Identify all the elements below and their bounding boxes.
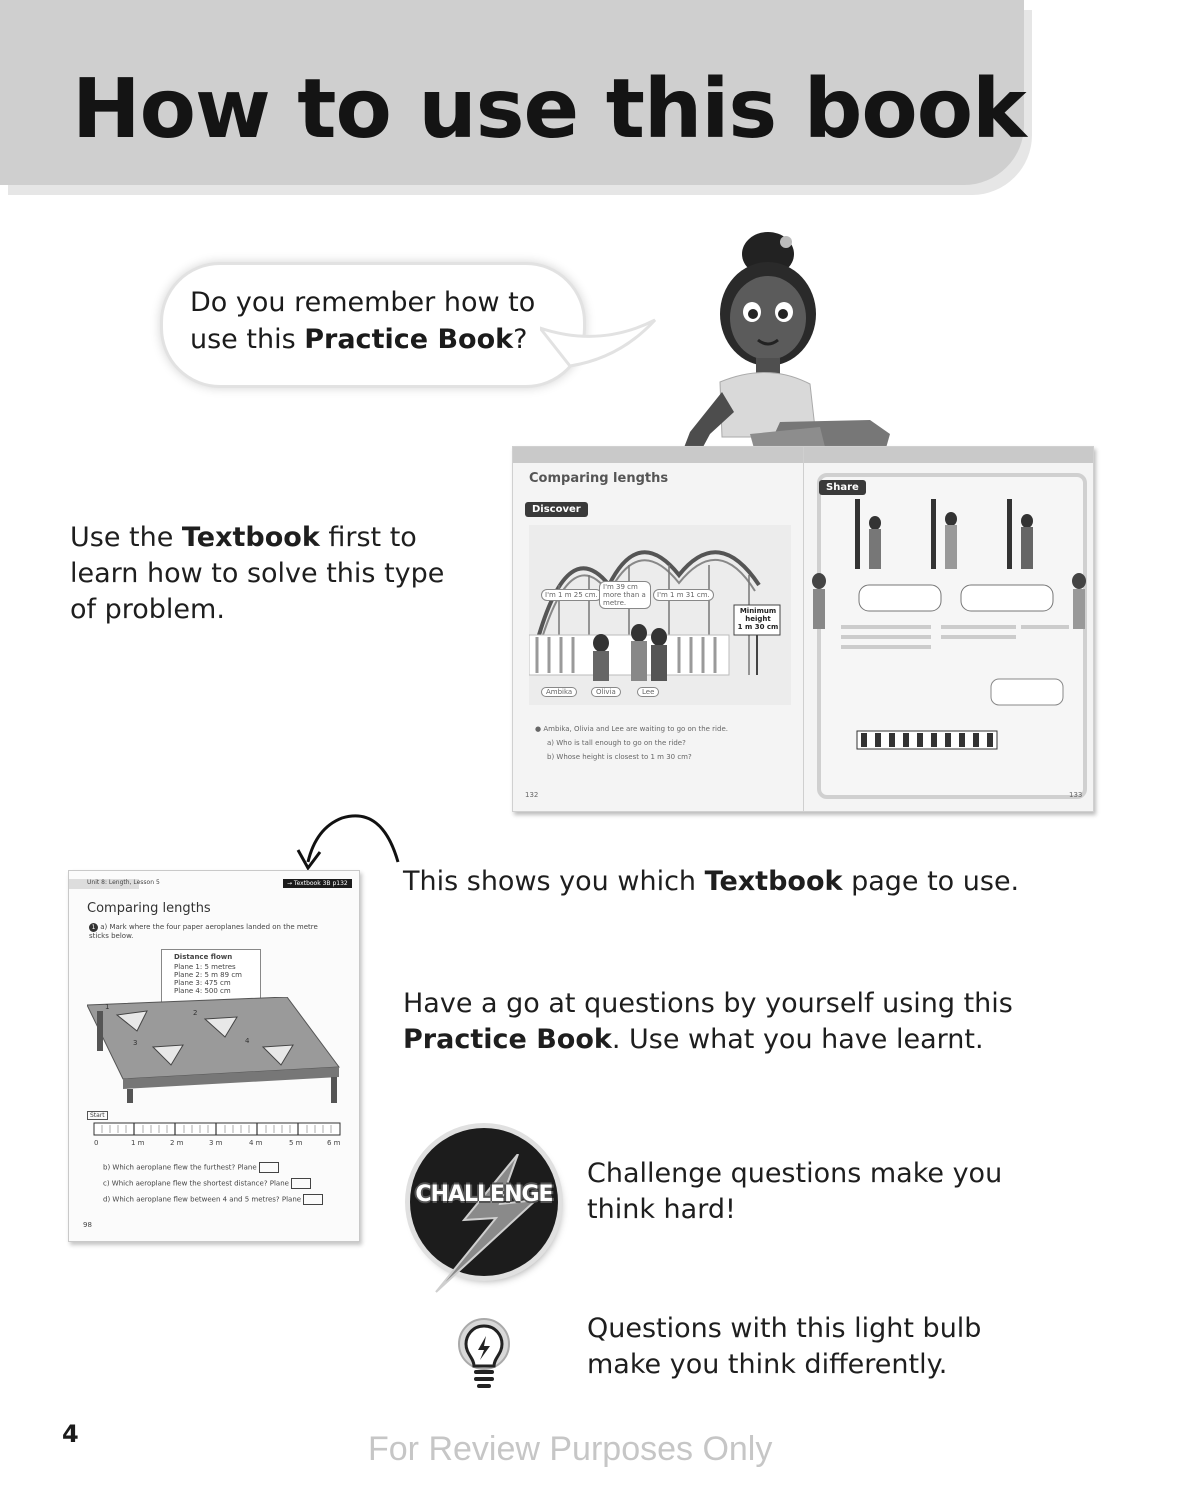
- practice-question-b: b) Which aeroplane flew the furthest? Plane: [103, 1162, 279, 1173]
- bubble-line-2: use this Practice Book?: [190, 324, 528, 355]
- page-title: How to use this book: [72, 62, 1026, 157]
- label-ambika: Ambika: [541, 687, 577, 697]
- speech-ambika: I'm 1 m 25 cm.: [541, 589, 602, 601]
- speech-olivia: I'm 39 cm more than a metre.: [599, 581, 651, 609]
- discover-tag: Discover: [525, 502, 588, 517]
- lightbulb-line-1: Questions with this light bulb: [587, 1313, 982, 1344]
- review-watermark: For Review Purposes Only: [368, 1430, 773, 1468]
- textbook-question-1a: a) Who is tall enough to go on the ride?: [547, 739, 686, 747]
- share-illustration: [831, 495, 1071, 785]
- bubble-text: [190, 284, 570, 358]
- label-lee: Lee: [637, 687, 659, 697]
- textbook-reference-tag: → Textbook 3B p132: [283, 879, 352, 888]
- textbook-ref-text: This shows you which Textbook page to use.: [403, 866, 1020, 897]
- svg-text:1: 1: [105, 1003, 110, 1011]
- ruler-label-2: 2 m: [170, 1139, 184, 1147]
- practice-page-number: 98: [83, 1221, 92, 1229]
- speech-lee: I'm 1 m 31 cm.: [653, 589, 714, 601]
- svg-text:2: 2: [193, 1009, 198, 1017]
- practice-book-text: [403, 986, 1103, 1058]
- metre-ruler: [93, 1121, 343, 1137]
- challenge-badge: [410, 1128, 558, 1276]
- textbook-left-title: Comparing lengths: [529, 471, 669, 486]
- answer-box-b[interactable]: [259, 1162, 279, 1173]
- textbook-right-page-number: 133: [1069, 791, 1083, 799]
- ruler-label-0: 0: [94, 1139, 99, 1147]
- practice-question-d: d) Which aeroplane flew between 4 and 5 metres? Plane: [103, 1194, 323, 1205]
- answer-box-d[interactable]: [303, 1194, 323, 1205]
- lightbulb-icon: [452, 1316, 516, 1396]
- ruler-label-3: 3 m: [209, 1139, 223, 1147]
- textbook-spread-thumbnail: [512, 446, 1094, 812]
- challenge-line-2: think hard!: [587, 1194, 736, 1225]
- character-girl-illustration: [650, 222, 900, 467]
- practice-question-a: 1 a) Mark where the four paper aeroplanes landed on the metre sticks below.: [89, 923, 318, 940]
- distance-flown-box: Distance flown Plane 1: 5 metres Plane 2: 5 m 89 cm Plane 3: 475 cm Plane 4: 500 cm: [161, 949, 261, 1005]
- share-tag: Share: [819, 480, 866, 495]
- practice-book-line-2: Practice Book. Use what you have learnt.: [403, 1024, 984, 1055]
- practice-page-thumbnail: [68, 870, 360, 1242]
- lightbulb-text: [587, 1311, 1047, 1383]
- table-with-aeroplanes-illustration: [87, 997, 343, 1103]
- textbook-intro-line-2: learn how to solve this type: [70, 558, 445, 589]
- textbook-intro-text: [70, 520, 490, 628]
- textbook-intro-line-3: of problem.: [70, 594, 225, 625]
- textbook-intro-line-1: Use the Textbook first to: [70, 522, 417, 553]
- ruler-label-5: 5 m: [289, 1139, 303, 1147]
- bubble-line-1: Do you remember how to: [190, 287, 536, 318]
- answer-box-c[interactable]: [291, 1178, 311, 1189]
- challenge-text: [587, 1156, 1047, 1228]
- share-character-left: [809, 571, 829, 641]
- page-number: 4: [62, 1420, 79, 1448]
- practice-book-line-1: Have a go at questions by yourself using this: [403, 988, 1013, 1019]
- practice-title: Comparing lengths: [87, 901, 211, 916]
- challenge-label: CHALLENGE: [415, 1182, 553, 1207]
- label-olivia: Olivia: [591, 687, 621, 697]
- svg-text:3: 3: [133, 1039, 138, 1047]
- spread-fold: [803, 447, 804, 811]
- textbook-question-1b: b) Whose height is closest to 1 m 30 cm?: [547, 753, 692, 761]
- lightbulb-line-2: make you think differently.: [587, 1349, 948, 1380]
- textbook-question-1: ● Ambika, Olivia and Lee are waiting to go on the ride.: [535, 725, 728, 733]
- lightning-bolt-icon: [430, 1154, 550, 1304]
- minimum-height-sign: Minimum height 1 m 30 cm: [737, 607, 779, 631]
- share-character-right: [1069, 571, 1089, 641]
- start-label: Start: [87, 1111, 108, 1120]
- challenge-line-1: Challenge questions make you: [587, 1158, 1003, 1189]
- textbook-left-page-number: 132: [525, 791, 539, 799]
- ruler-label-1: 1 m: [131, 1139, 145, 1147]
- ruler-label-6: 6 m: [327, 1139, 341, 1147]
- practice-question-c: c) Which aeroplane flew the shortest distance? Plane: [103, 1178, 311, 1189]
- ruler-label-4: 4 m: [249, 1139, 263, 1147]
- svg-text:4: 4: [245, 1037, 250, 1045]
- practice-unit: Unit 8: Length, Lesson 5: [87, 879, 160, 886]
